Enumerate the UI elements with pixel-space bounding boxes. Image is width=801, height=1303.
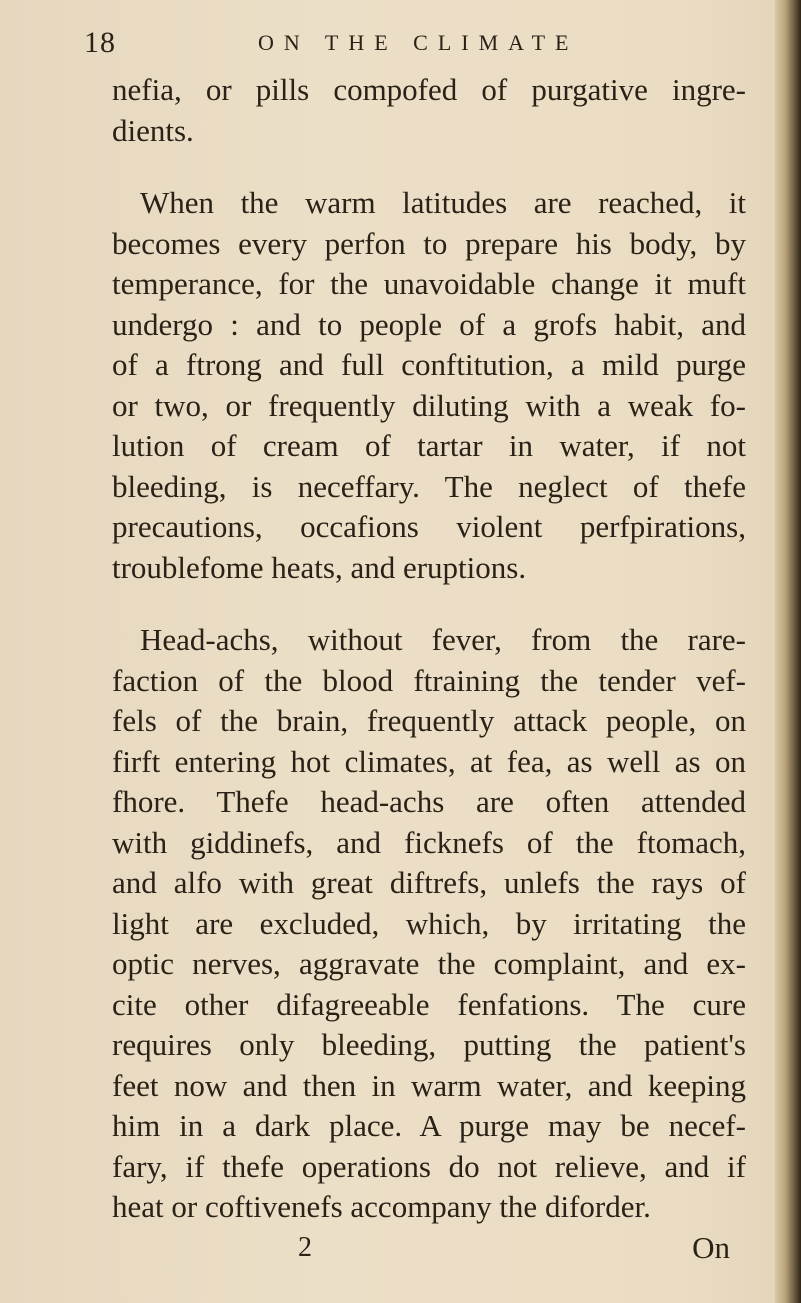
text-line: cite other difagreeable fenfations. The cure <box>112 986 746 1022</box>
text-line: fhore. Thefe head-achs are often attended <box>112 784 746 819</box>
catchword: On <box>692 1229 730 1265</box>
text-line: temperance, for the unavoidable change it muft <box>112 266 746 301</box>
text-line: precautions, occafions violent perfpirations, <box>112 509 746 544</box>
signature-mark: 2 <box>298 1231 312 1263</box>
text-line: with giddinefs, and ficknefs of the ftomach, <box>112 824 746 860</box>
page-footer <box>112 1228 746 1268</box>
text-line: lution of cream of tartar in water, if not <box>112 428 746 463</box>
paragraph-2 <box>112 183 746 588</box>
text-line: heat or coftivenefs accompany the diforder. <box>112 1189 651 1224</box>
text-line: When the warm latitudes are reached, it <box>140 185 746 220</box>
text-line: bleeding, is neceffary. The neglect of thefe <box>112 468 746 504</box>
text-line: Head-achs, without fever, from the rare- <box>140 622 746 657</box>
paragraph-1 <box>112 70 746 151</box>
paragraph-3 <box>112 620 746 1228</box>
text-line: feet now and then in warm water, and keeping <box>112 1067 746 1103</box>
text-line: faction of the blood ftraining the tender vef- <box>112 662 746 698</box>
page-edge <box>775 0 801 1303</box>
text-line: fels of the brain, frequently attack people, on <box>112 703 746 738</box>
text-line: fary, if thefe operations do not relieve, and if <box>112 1148 746 1184</box>
text-line: light are excluded, which, by irritating the <box>112 905 746 941</box>
text-line: requires only bleeding, putting the patient's <box>112 1027 746 1062</box>
running-head-title: ON THE CLIMATE <box>258 30 579 55</box>
text-line: optic nerves, aggravate the complaint, and ex- <box>112 946 746 981</box>
text-line: undergo : and to people of a grofs habit, and <box>112 306 746 342</box>
text-line: troublefome heats, and eruptions. <box>112 549 527 585</box>
text-line: firft entering hot climates, at fea, as well as on <box>112 743 746 779</box>
page-number: 18 <box>84 26 116 59</box>
text-line: nefia, or pills compofed of purgative ingre- <box>112 72 746 107</box>
text-line: him in a dark place. A purge may be necef- <box>112 1108 746 1143</box>
body-text <box>112 70 746 1268</box>
text-line: dients. <box>112 112 194 148</box>
text-line: and alfo with great diftrefs, unlefs the rays of <box>112 865 746 900</box>
text-line: becomes every perfon to prepare his body, by <box>112 225 746 261</box>
text-line: or two, or frequently diluting with a weak fo- <box>112 387 746 423</box>
running-head <box>0 26 770 66</box>
text-line: of a ftrong and full conftitution, a mild purge <box>112 347 746 382</box>
